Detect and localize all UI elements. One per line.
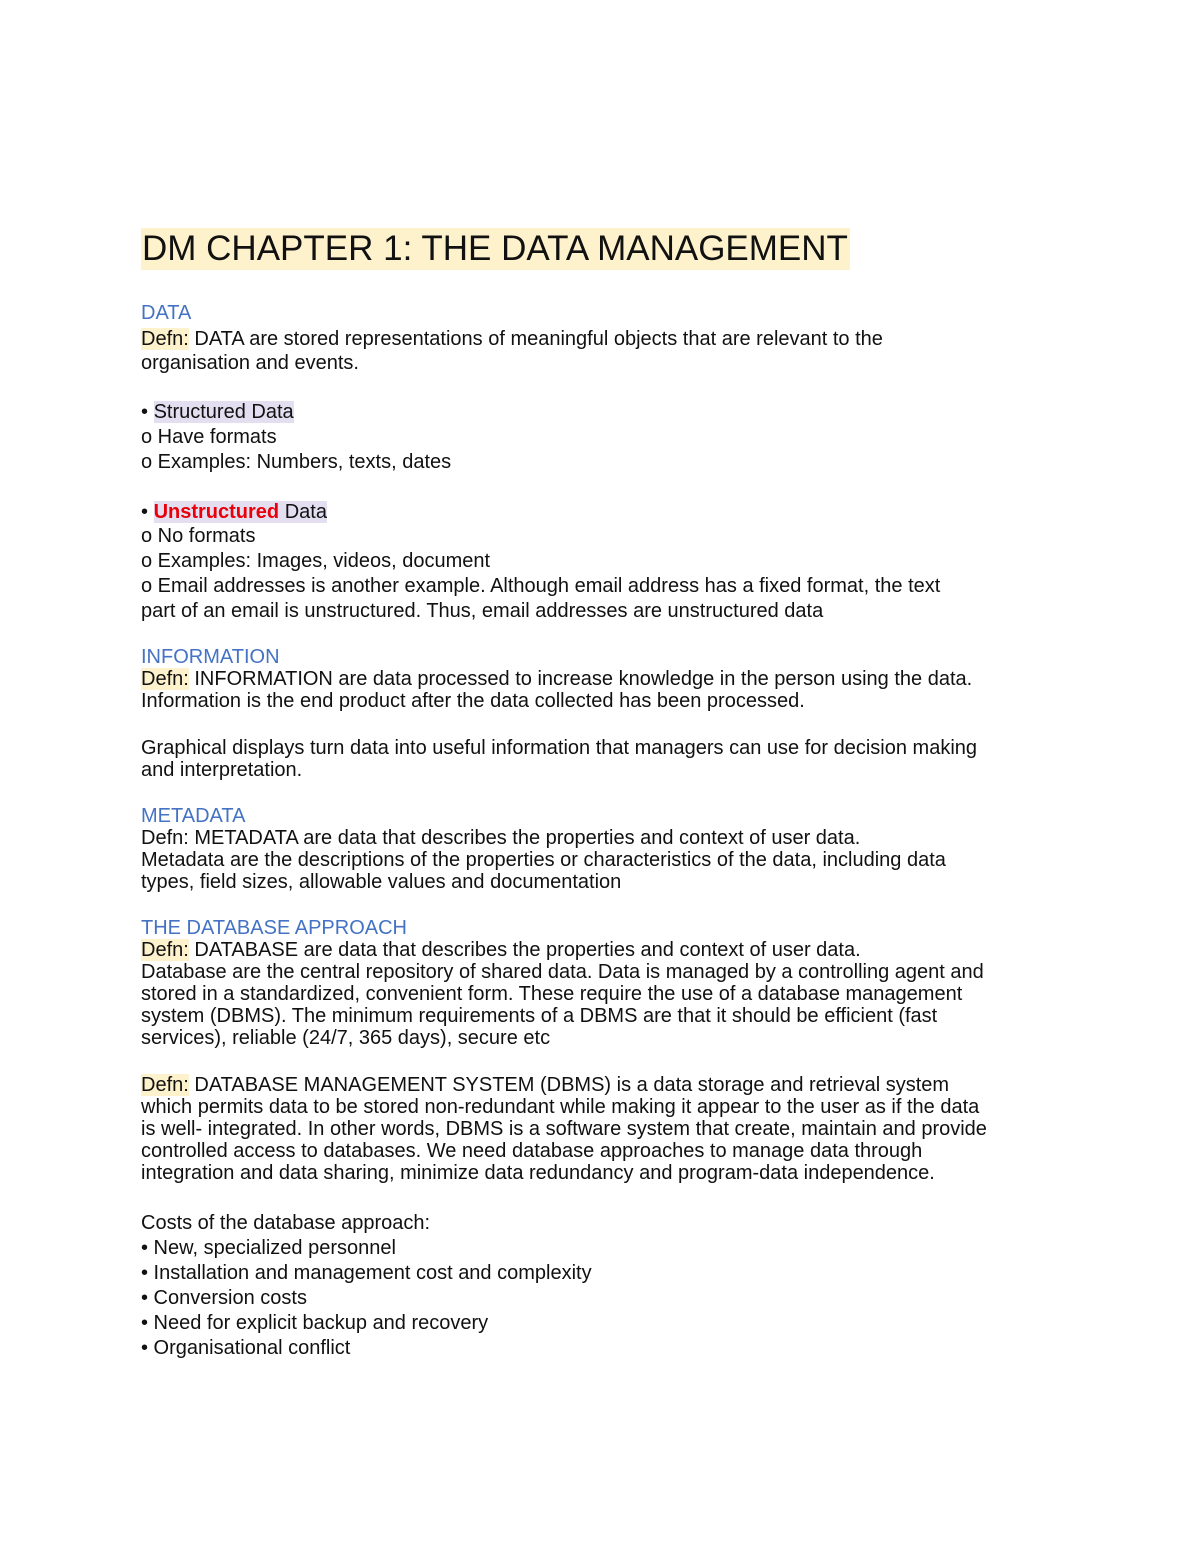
list-item: o Examples: Images, videos, document <box>141 550 491 572</box>
unstructured-data-bullet <box>141 501 327 524</box>
paragraph-line: Graphical displays turn data into useful information that managers can use for decision making <box>141 737 978 759</box>
list-item: • Installation and management cost and complexity <box>141 1262 592 1284</box>
list-item: o Have formats <box>141 426 277 448</box>
paragraph-line: controlled access to databases. We need database approaches to manage data through <box>141 1140 923 1162</box>
paragraph-line: and interpretation. <box>141 759 303 781</box>
section-heading-information: INFORMATION <box>141 646 280 668</box>
section-heading-data: DATA <box>141 302 192 324</box>
paragraph-line: system (DBMS). The minimum requirements of a DBMS are that it should be efficient (fast <box>141 1005 938 1027</box>
list-item: • Organisational conflict <box>141 1337 351 1359</box>
paragraph-line: types, field sizes, allowable values and documentation <box>141 871 622 893</box>
database-definition-line <box>141 939 861 962</box>
data-definition-text: DATA are stored representations of meaningful objects that are relevant to the <box>188 328 883 350</box>
defn-label: Defn: <box>141 668 189 690</box>
unstructured-data-label <box>154 501 327 523</box>
paragraph-line: stored in a standardized, convenient form. These require the use of a database management <box>141 983 963 1005</box>
paragraph-line: Defn: METADATA are data that describes the properties and context of user data. <box>141 827 861 849</box>
paragraph-line: Database are the central repository of shared data. Data is managed by a controlling agent and <box>141 961 984 983</box>
dbms-definition-line <box>141 1074 949 1097</box>
paragraph-line: integration and data sharing, minimize data redundancy and program-data independence. <box>141 1162 935 1184</box>
page-title: DM CHAPTER 1: THE DATA MANAGEMENT <box>142 229 848 268</box>
bullet: • <box>141 501 154 523</box>
list-item: o No formats <box>141 525 256 547</box>
paragraph-line: Metadata are the descriptions of the properties or characteristics of the data, including data <box>141 849 946 871</box>
list-item: • New, specialized personnel <box>141 1237 396 1259</box>
structured-data-bullet <box>141 401 294 424</box>
data-definition-line-2: organisation and events. <box>141 352 359 374</box>
database-definition-text: DATABASE are data that describes the properties and context of user data. <box>188 939 861 961</box>
structured-data-label: Structured Data <box>153 401 294 423</box>
defn-label: Defn: <box>141 328 189 350</box>
paragraph-line: services), reliable (24/7, 365 days), secure etc <box>141 1027 551 1049</box>
unstructured-emphasis: Unstructured <box>153 501 280 523</box>
defn-label: Defn: <box>141 1074 189 1096</box>
list-item: part of an email is unstructured. Thus, email addresses are unstructured data <box>141 600 824 622</box>
data-definition-line <box>141 328 883 351</box>
information-definition-line <box>141 668 972 691</box>
information-definition-text: INFORMATION are data processed to increase knowledge in the person using the data. <box>188 668 973 690</box>
list-item: • Need for explicit backup and recovery <box>141 1312 489 1334</box>
costs-heading: Costs of the database approach: <box>141 1212 431 1234</box>
unstructured-label-rest: Data <box>279 501 327 523</box>
paragraph-line: Information is the end product after the data collected has been processed. <box>141 690 805 712</box>
paragraph-line: which permits data to be stored non-redundant while making it appear to the user as if the data <box>141 1096 980 1118</box>
section-heading-database-approach: THE DATABASE APPROACH <box>141 917 407 939</box>
section-heading-metadata: METADATA <box>141 805 246 827</box>
list-item: • Conversion costs <box>141 1287 307 1309</box>
list-item: o Email addresses is another example. Although email address has a fixed format, the text <box>141 575 941 597</box>
dbms-definition-text: DATABASE MANAGEMENT SYSTEM (DBMS) is a data storage and retrieval system <box>188 1074 950 1096</box>
list-item: o Examples: Numbers, texts, dates <box>141 451 452 473</box>
defn-label: Defn: <box>141 939 189 961</box>
bullet: • <box>141 401 154 423</box>
paragraph-line: is well- integrated. In other words, DBMS is a software system that create, maintain and provide <box>141 1118 987 1140</box>
